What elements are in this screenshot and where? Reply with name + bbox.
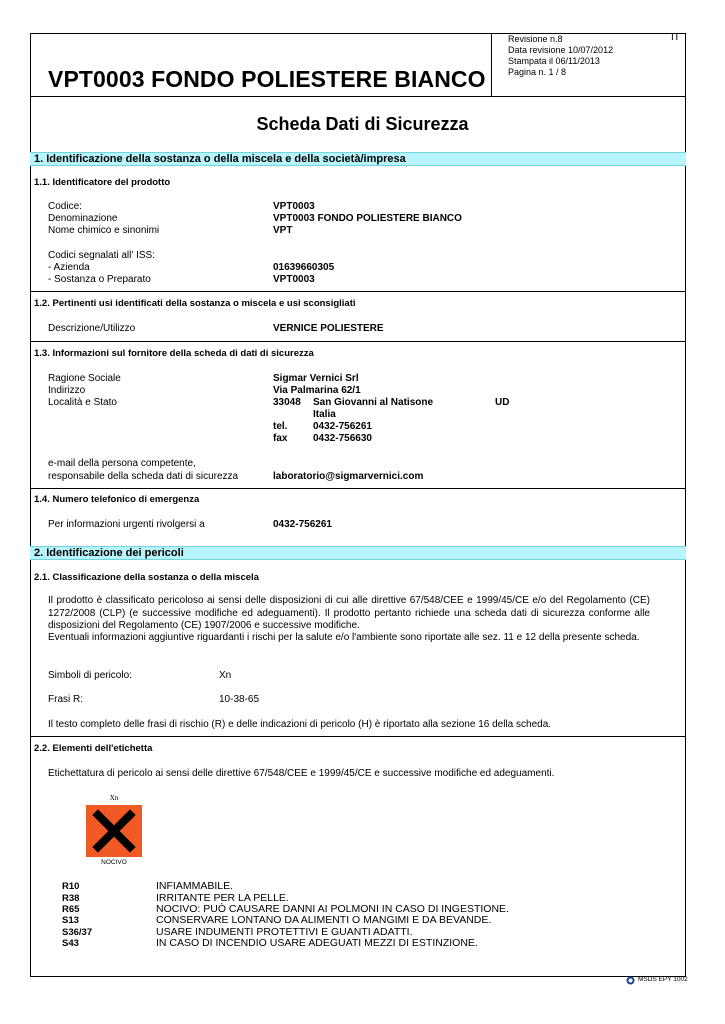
header-divider bbox=[30, 96, 686, 97]
footer-code: MSDS EPY 1002 bbox=[638, 976, 688, 983]
phrase-text: IRRITANTE PER LA PELLE. bbox=[156, 892, 289, 904]
ragione-sociale-label: Ragione Sociale bbox=[48, 373, 121, 384]
citta-value: San Giovanni al Natisone bbox=[313, 397, 434, 408]
divider bbox=[30, 736, 686, 737]
header-vertical-divider bbox=[491, 33, 492, 96]
page-number: Pagina n. 1 / 8 bbox=[508, 67, 567, 77]
section-2-header bbox=[30, 546, 686, 560]
emergency-label: Per informazioni urgenti rivolgersi a bbox=[48, 519, 205, 530]
iss-codes-label: Codici segnalati all' ISS: bbox=[48, 250, 155, 261]
subsection-2-1-title: 2.1. Classificazione della sostanza o della miscela bbox=[34, 572, 259, 583]
revision-date: Data revisione 10/07/2012 bbox=[508, 45, 614, 55]
document-product-title: VPT0003 FONDO POLIESTERE BIANCO bbox=[48, 66, 486, 92]
denominazione-label: Denominazione bbox=[48, 213, 118, 224]
divider bbox=[30, 291, 686, 292]
language-code: IT bbox=[671, 32, 680, 43]
subsection-2-2-title: 2.2. Elementi dell'etichetta bbox=[34, 743, 153, 754]
email-value: laboratorio@sigmarvernici.com bbox=[273, 471, 424, 482]
denominazione-value: VPT0003 FONDO POLIESTERE BIANCO bbox=[273, 213, 462, 224]
labelling-note: Etichettatura di pericolo ai sensi delle direttive 67/548/CEE e 1999/45/CE e successive modifiche ed adeguamenti. bbox=[48, 768, 555, 779]
pictogram-code-label: Xn bbox=[109, 794, 119, 802]
phrase-text: INFIAMMABILE. bbox=[156, 880, 234, 892]
codice-value: VPT0003 bbox=[273, 201, 315, 212]
phrase-code: S36/37 bbox=[62, 927, 93, 938]
harmful-x-icon bbox=[86, 805, 142, 857]
additional-info-paragraph: Eventuali informazioni aggiuntive riguardanti i rischi per la salute e/o l'ambiente sono riportate alle sez. 11 e 12 della presente scheda. bbox=[48, 632, 640, 643]
indirizzo-value: Via Palmarina 62/1 bbox=[273, 385, 361, 396]
frasi-r-label: Frasi R: bbox=[48, 694, 83, 705]
subsection-1-3-title: 1.3. Informazioni sul fornitore della scheda di dati di sicurezza bbox=[34, 348, 314, 359]
phrase-code: R38 bbox=[62, 893, 80, 904]
tel-value: 0432-756261 bbox=[313, 421, 372, 432]
email-label-line-1: e-mail della persona competente, bbox=[48, 458, 196, 469]
azienda-label: - Azienda bbox=[48, 262, 90, 273]
ragione-sociale-value: Sigmar Vernici Srl bbox=[273, 373, 359, 384]
section-1-title: 1. Identificazione della sostanza o della miscela e della società/impresa bbox=[34, 153, 406, 165]
classification-paragraph: Il prodotto è classificato pericoloso ai sensi delle disposizioni di cui alle direttive 67/548/CEE e 1999/45/CE e/o del Regolamento (CE) 1272/2008 (CLP) (e successive modifiche ed adeguamenti). Il prodotto pertanto richiede una scheda dati di sicurezza conforme alle disposizioni del Regolamento (CE) 1907/2006 e successive modifiche. bbox=[48, 595, 650, 631]
divider bbox=[30, 341, 686, 342]
nome-chimico-label: Nome chimico e sinonimi bbox=[48, 225, 160, 236]
sostanza-value: VPT0003 bbox=[273, 274, 315, 285]
revision-info bbox=[508, 34, 613, 78]
phrase-code: S43 bbox=[62, 938, 79, 949]
pictogram-name-label: NOCIVO bbox=[101, 859, 127, 866]
simboli-value: Xn bbox=[219, 670, 232, 681]
section-2-title: 2. Identificazione dei pericoli bbox=[34, 547, 184, 559]
frasi-r-value: 10-38-65 bbox=[219, 694, 260, 705]
nome-chimico-value: VPT bbox=[273, 225, 293, 236]
codice-label: Codice: bbox=[48, 201, 82, 212]
fax-value: 0432-756630 bbox=[313, 433, 372, 444]
paese-value: Italia bbox=[313, 409, 336, 420]
indirizzo-label: Indirizzo bbox=[48, 385, 86, 396]
phrase-code: R65 bbox=[62, 904, 80, 915]
subsection-1-2-title: 1.2. Pertinenti usi identificati della sostanza o miscela e usi sconsigliati bbox=[34, 298, 356, 309]
tel-label: tel. bbox=[273, 421, 288, 432]
descrizione-value: VERNICE POLIESTERE bbox=[273, 323, 384, 334]
section-1-header bbox=[30, 152, 686, 166]
subsection-1-4-title: 1.4. Numero telefonico di emergenza bbox=[34, 494, 200, 505]
page-title: Scheda Dati di Sicurezza bbox=[256, 114, 469, 134]
revision-number: Revisione n.8 bbox=[508, 34, 563, 44]
sostanza-label: - Sostanza o Preparato bbox=[48, 274, 151, 285]
emergency-phone: 0432-756261 bbox=[273, 519, 332, 530]
full-text-note: Il testo completo delle frasi di rischio (R) e delle indicazioni di pericolo (H) è riportato alla sezione 16 della scheda. bbox=[48, 719, 552, 730]
descrizione-label: Descrizione/Utilizzo bbox=[48, 323, 136, 334]
msds-logo-icon bbox=[626, 976, 635, 985]
print-date: Stampata il 06/11/2013 bbox=[508, 56, 600, 66]
phrase-text: IN CASO DI INCENDIO USARE ADEGUATI MEZZI DI ESTINZIONE. bbox=[156, 937, 478, 949]
subsection-1-1-title: 1.1. Identificatore del prodotto bbox=[34, 177, 171, 188]
email-label-line-2: responsabile della scheda dati di sicurezza bbox=[48, 471, 239, 482]
phrase-text: NOCIVO: PUÒ CAUSARE DANNI AI POLMONI IN CASO DI INGESTIONE. bbox=[156, 903, 509, 915]
localita-label: Località e Stato bbox=[48, 397, 117, 408]
phrase-code: R10 bbox=[62, 881, 80, 892]
divider bbox=[30, 488, 686, 489]
phrase-code: S13 bbox=[62, 915, 79, 926]
phrase-text: CONSERVARE LONTANO DA ALIMENTI O MANGIMI E DA BEVANDE. bbox=[156, 914, 492, 926]
fax-label: fax bbox=[273, 433, 288, 444]
provincia-value: UD bbox=[495, 397, 510, 408]
azienda-value: 01639660305 bbox=[273, 262, 335, 273]
cap-value: 33048 bbox=[273, 397, 301, 408]
phrase-text: USARE INDUMENTI PROTETTIVI E GUANTI ADATTI. bbox=[156, 926, 413, 938]
simboli-label: Simboli di pericolo: bbox=[48, 670, 132, 681]
